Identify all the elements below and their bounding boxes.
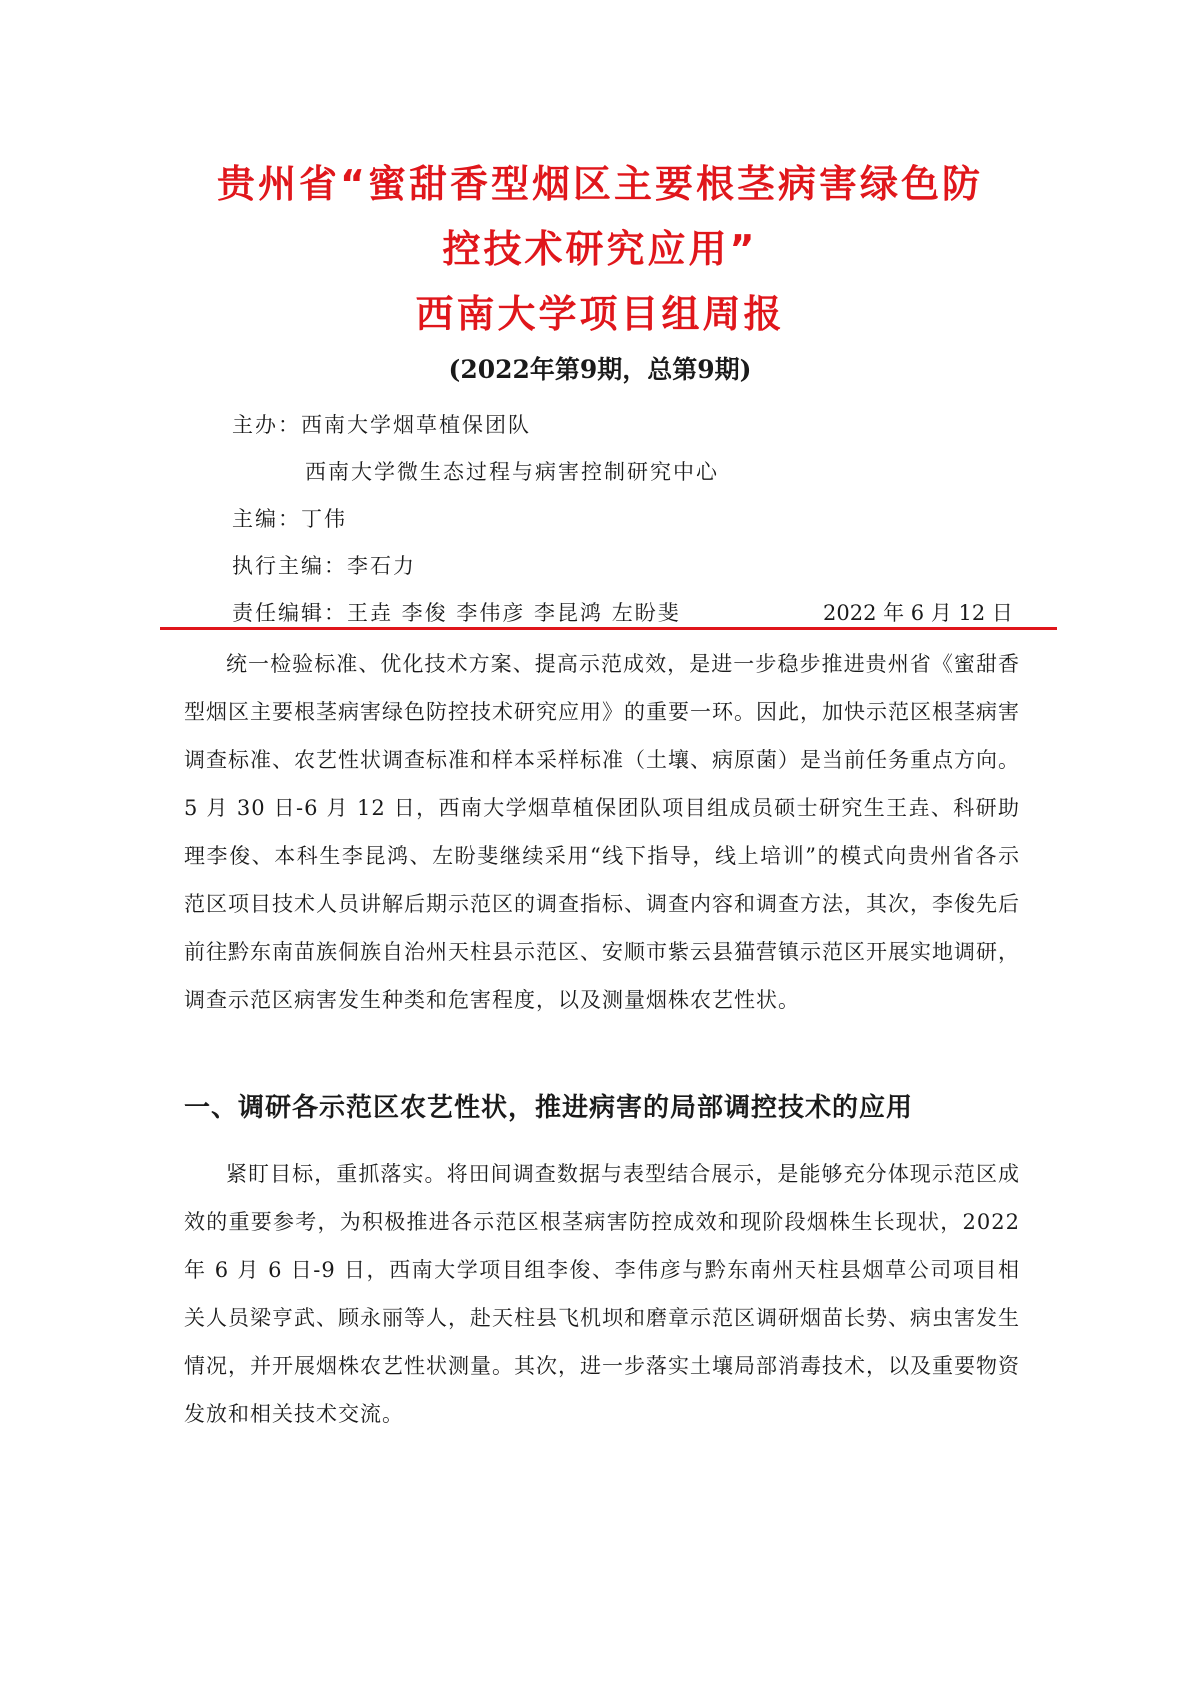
intro-paragraph: 统一检验标准、优化技术方案、提高示范成效，是进一步稳步推进贵州省《蜜甜香型烟区主要根茎病害绿色防控技术研究应用》的重要一环。因此，加快示范区根茎病害调查标准、农艺性状调查标准和样本采样标准（土壤、病原菌）是当前任务重点方向。5 月 30 日-6 月 12 日，西南大学烟草植保团队项目组成员硕士研究生王垚、科研助理李俊、本科生李昆鸿、左盼斐继续采用“线下指导，线上培训”的模式向贵州省各示范区项目技术人员讲解后期示范区的调查指标、调查内容和调查方法，其次，李俊先后前往黔东南苗族侗族自治州天柱县示范区、安顺市紫云县猫营镇示范区开展实地调研，调查示范区病害发生种类和危害程度，以及测量烟株农艺性状。 xyxy=(184,652,1020,1012)
host-organization-secondary: 西南大学微生态过程与病害控制研究中心 xyxy=(305,460,719,484)
responsible-editors: 责任编辑：王垚 李俊 李伟彦 李昆鸿 左盼斐 xyxy=(232,601,681,625)
publish-date: 2022 年 6 月 12 日 xyxy=(823,601,1013,625)
executive-editor: 执行主编：李石力 xyxy=(232,554,416,578)
report-title-line-1: 贵州省“蜜甜香型烟区主要根茎病害绿色防 xyxy=(217,162,983,206)
section-1-heading: 一、调研各示范区农艺性状，推进病害的局部调控技术的应用 xyxy=(184,1093,914,1123)
header-divider xyxy=(160,627,1057,630)
section-1-paragraph: 紧盯目标，重抓落实。将田间调查数据与表型结合展示，是能够充分体现示范区成效的重要参考，为积极推进各示范区根茎病害防控成效和现阶段烟株生长现状，2022 年 6 月 6 日-9 日，西南大学项目组李俊、李伟彦与黔东南州天柱县烟草公司项目相关人员梁亨武、顾永丽等人，赴天柱县飞机坝和磨章示范区调研烟苗长势、病虫害发生情况，并开展烟株农艺性状测量。其次，进一步落实土壤局部消毒技术，以及重要物资发放和相关技术交流。 xyxy=(184,1162,1020,1426)
chief-editor: 主编：丁伟 xyxy=(232,507,347,531)
host-organization: 主办：西南大学烟草植保团队 xyxy=(232,413,531,437)
report-title-line-2: 控技术研究应用” xyxy=(442,227,758,271)
report-title-line-3: 西南大学项目组周报 xyxy=(415,292,785,336)
issue-number: (2022年第9期，总第9期) xyxy=(448,355,752,384)
